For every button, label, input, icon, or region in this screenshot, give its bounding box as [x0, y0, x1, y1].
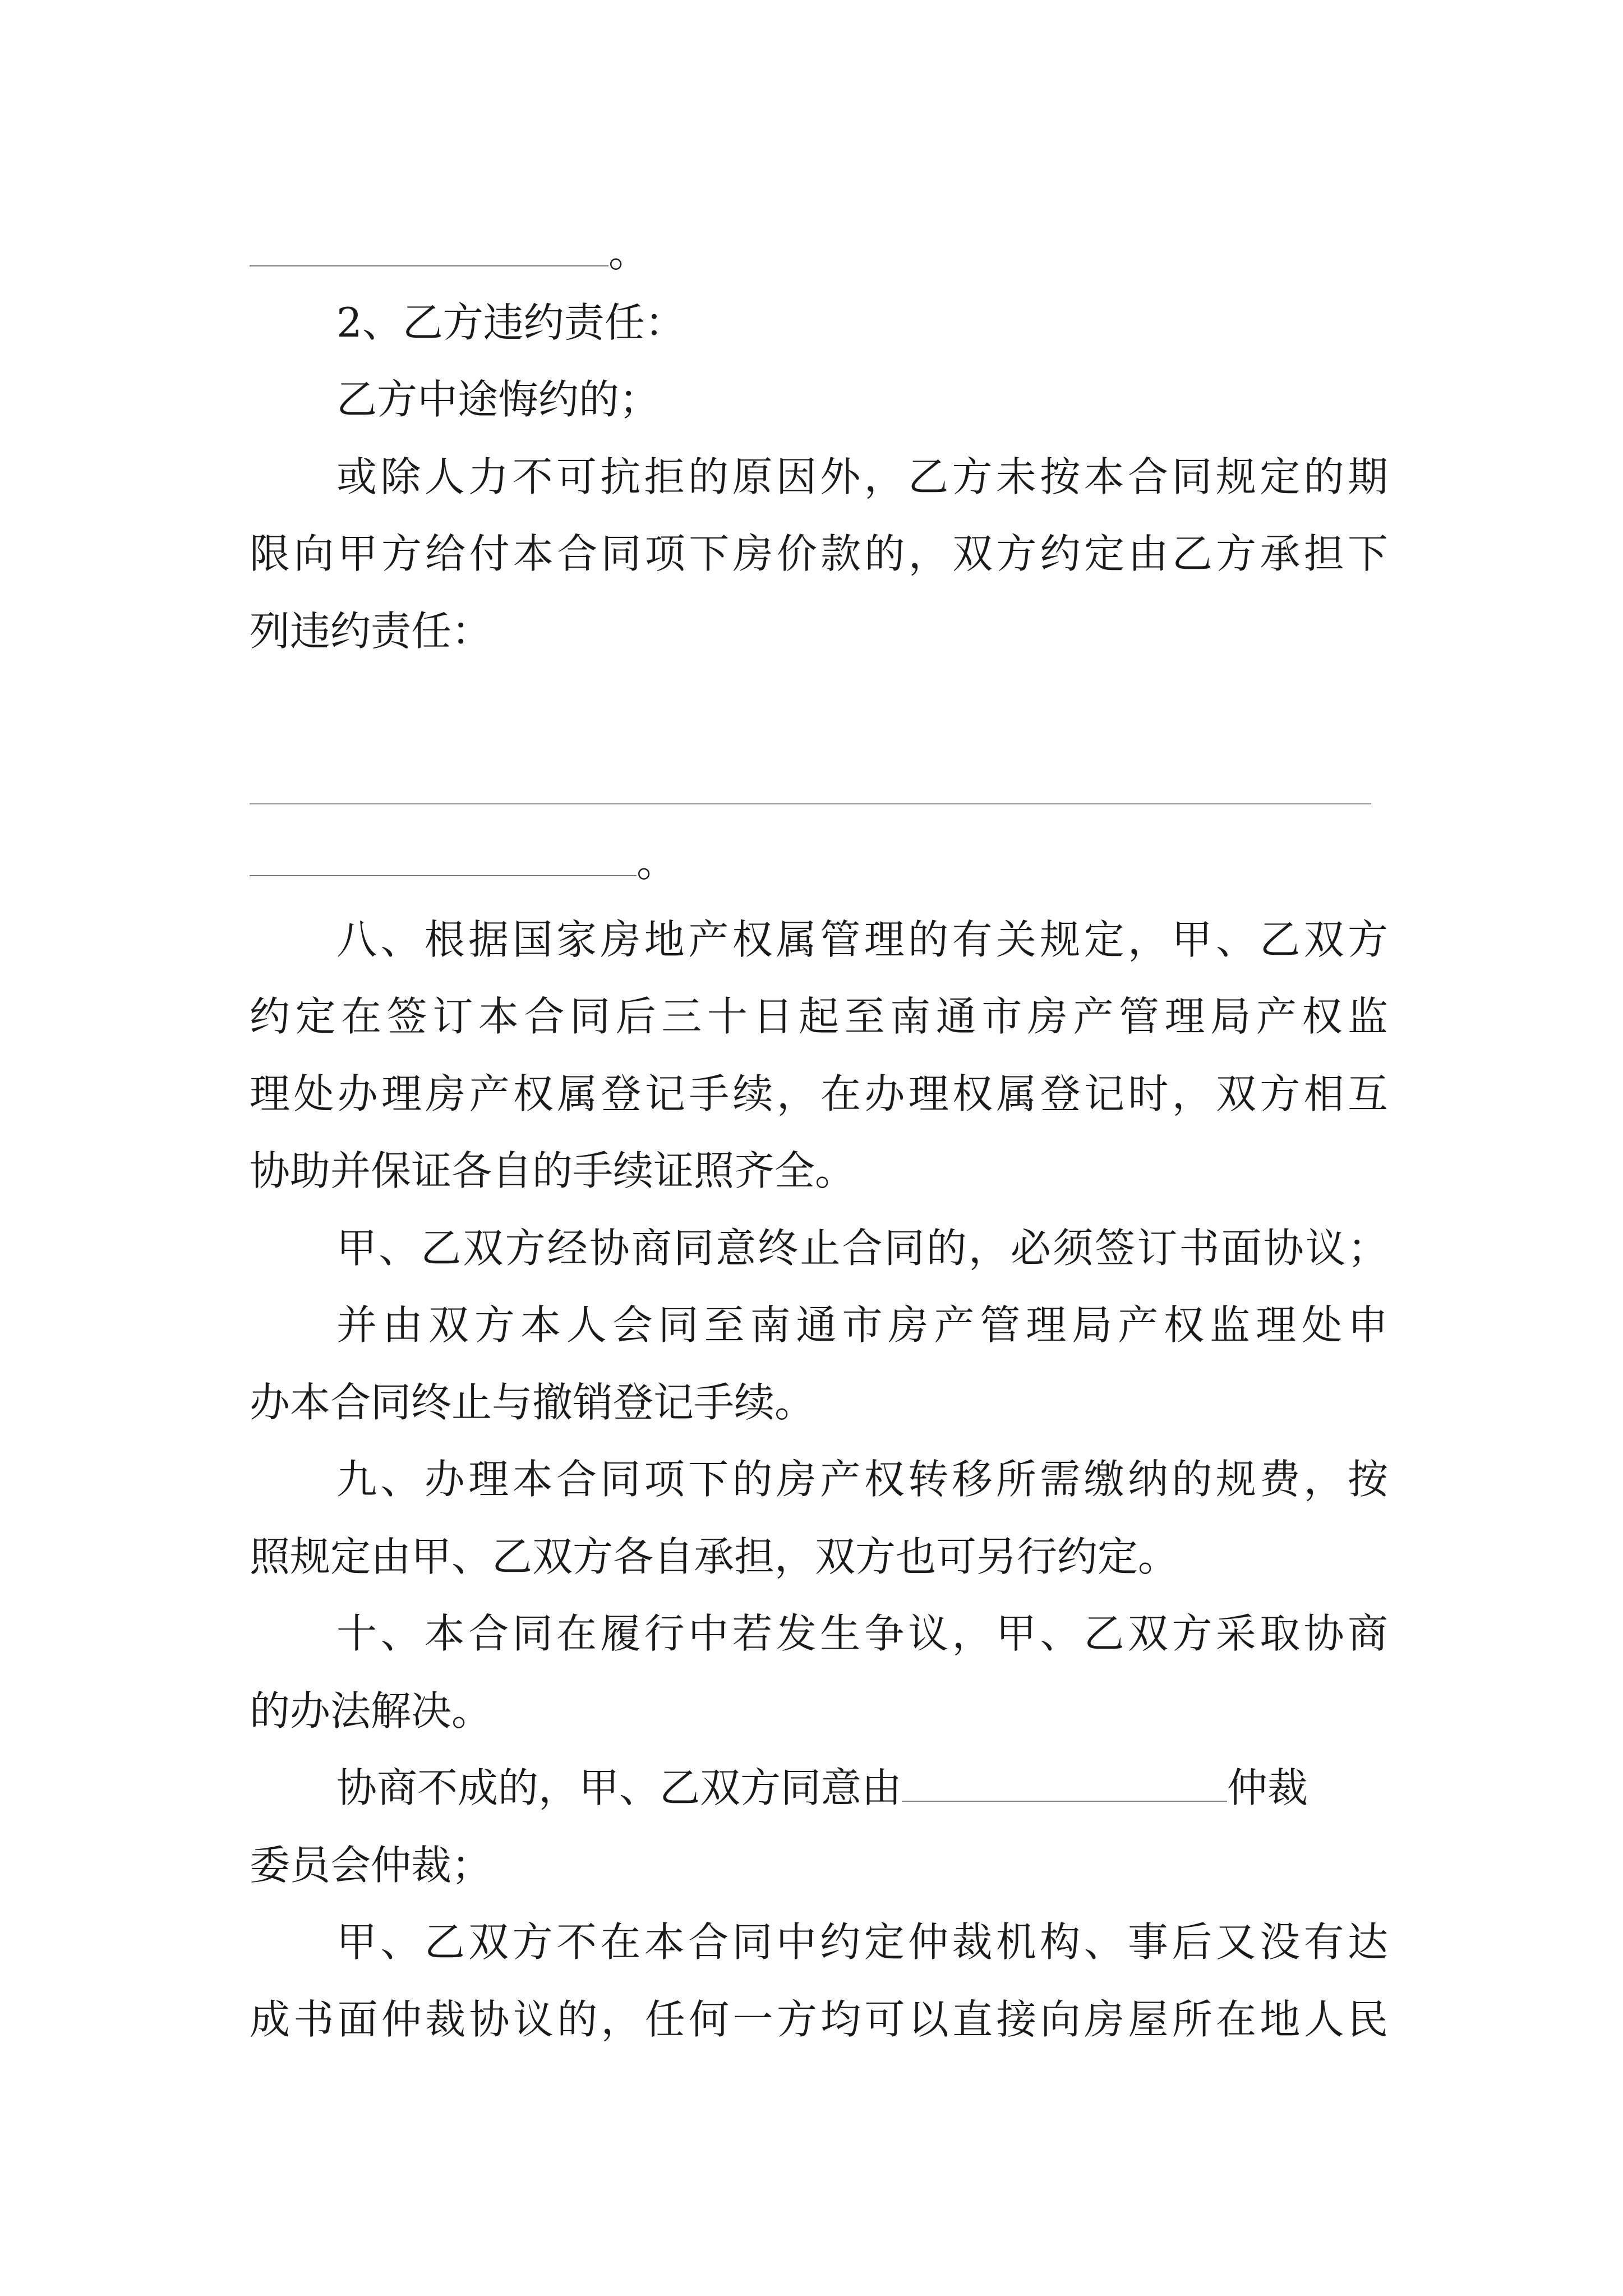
- arbitration-committee-blank: [902, 1761, 1227, 1802]
- line-end-punct: 。: [608, 229, 649, 276]
- paragraph-line: 或除人力不可抗拒的原因外，乙方未按本合同规定的期: [336, 453, 1388, 500]
- clause-8-line: 八、根据国家房地产权属管理的有关规定，甲、乙双方: [336, 916, 1388, 963]
- paragraph-line: 乙方中途悔约的；: [336, 376, 660, 423]
- paragraph-line: 限向甲方给付本合同项下房价款的，双方约定由乙方承担下: [250, 530, 1388, 577]
- arbitration-line: [336, 1760, 1388, 1816]
- clause-10-line: 十、本合同在履行中若发生争议，甲、乙双方采取协商: [336, 1610, 1388, 1657]
- paragraph-line: 成书面仲裁协议的，任何一方均可以直接向房屋所在地人民: [250, 1996, 1388, 2043]
- paragraph-line: 理处办理房产权属登记手续，在办理权属登记时，双方相互: [250, 1070, 1388, 1117]
- paragraph-line: 照规定由甲、乙双方各自承担，双方也可另行约定。: [250, 1533, 1179, 1580]
- arbitration-text-before: 协商不成的，甲、乙双方同意由: [336, 1764, 902, 1811]
- paragraph-line: 列违约责任：: [250, 608, 492, 655]
- blank-line-2: [250, 834, 1388, 890]
- paragraph-line: 甲、乙双方经协商同意终止合同的，必须签订书面协议；: [336, 1225, 1388, 1272]
- fill-in-blank: [250, 226, 608, 266]
- paragraph-line: 的办法解决。: [250, 1687, 492, 1734]
- clause-9-line: 九、办理本合同项下的房产权转移所需缴纳的规费，按: [336, 1456, 1388, 1503]
- paragraph-line: 协助并保证各自的手续证照齐全。: [250, 1147, 856, 1194]
- paragraph-line: 约定在签订本合同后三十日起至南通市房产管理局产权监: [250, 993, 1388, 1040]
- paragraph-line: 甲、乙双方不在本合同中约定仲裁机构、事后又没有达: [336, 1918, 1388, 1966]
- fill-in-blank-long: [250, 803, 1371, 804]
- paragraph-line: 并由双方本人会同至南通市房产管理局产权监理处申: [336, 1301, 1388, 1349]
- paragraph-line: 办本合同终止与撤销登记手续。: [250, 1379, 815, 1426]
- fill-in-blank: [250, 836, 637, 876]
- blank-line-1: [250, 224, 1388, 280]
- clause-2-heading: 2、乙方违约责任：: [336, 299, 685, 346]
- paragraph-line: 委员会仲裁；: [250, 1842, 492, 1889]
- arbitration-text-after: 仲裁: [1227, 1764, 1308, 1811]
- line-end-punct: 。: [637, 839, 677, 886]
